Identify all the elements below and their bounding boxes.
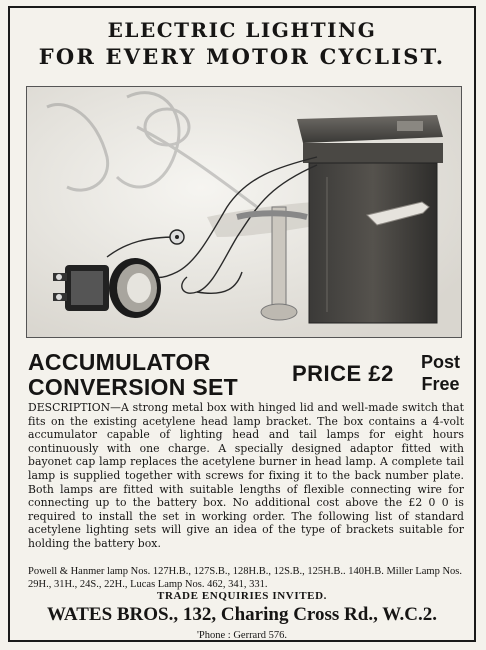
post-free — [421, 351, 460, 395]
price: PRICE £2 — [292, 361, 394, 386]
product-title-line-1: ACCUMULATOR — [28, 349, 211, 375]
product-title-line-2: CONVERSION SET — [28, 374, 238, 400]
description-text: —A strong metal box with hinged lid and well-made switch that fits on the existing acetylene head lamp bracket. The box contains a 4-volt accumulator capable of lighting head and tail lamps for eight hours continuously with one charge. A specially designed adaptor fitted with bayonet cap lamp replaces the acetylene burner in head lamp. A complete tail lamp is supplied together with screws for fixing it to the back number plate. Both lamps are fitted with suitable lengths of flexible connecting wire for connecting up to the battery box. No additional cost above the £2 0 0 is required to install the set in working order. The following list of standard acetylene lighting sets will give an idea of the type of brackets suitable for holding the battery box. — [28, 401, 464, 550]
description — [28, 401, 464, 551]
company-address: WATES BROS., 132, Charing Cross Rd., W.C.2. — [47, 604, 437, 625]
post-free-line-1: Post — [421, 352, 461, 372]
post-free-line-2: Free — [421, 374, 460, 394]
product-photo — [26, 86, 462, 338]
battery-box — [297, 115, 443, 323]
lamp-compatibility-list: Powell & Hanmer lamp Nos. 127H.B., 127S.B., 128H.B., 12S.B., 125H.B.. 140H.B. Miller Lamp Nos. 29H., 31H., 24S., 22H., Lucas Lamp Nos. 462, 341, 331. — [28, 566, 463, 590]
product-illustration — [27, 87, 462, 338]
head-lamp-adaptor — [53, 258, 161, 318]
advertisement — [8, 6, 476, 642]
headline-line-1: ELECTRIC LIGHTING — [107, 18, 377, 42]
trade-enquiries: TRADE ENQUIRIES INVITED. — [157, 590, 327, 602]
phone-number: 'Phone : Gerrard 576. — [197, 630, 287, 641]
description-label: DESCRIPTION — [28, 401, 111, 414]
connector — [170, 230, 184, 244]
headline-line-2: FOR EVERY MOTOR CYCLIST. — [38, 44, 446, 69]
product-title — [28, 350, 238, 400]
